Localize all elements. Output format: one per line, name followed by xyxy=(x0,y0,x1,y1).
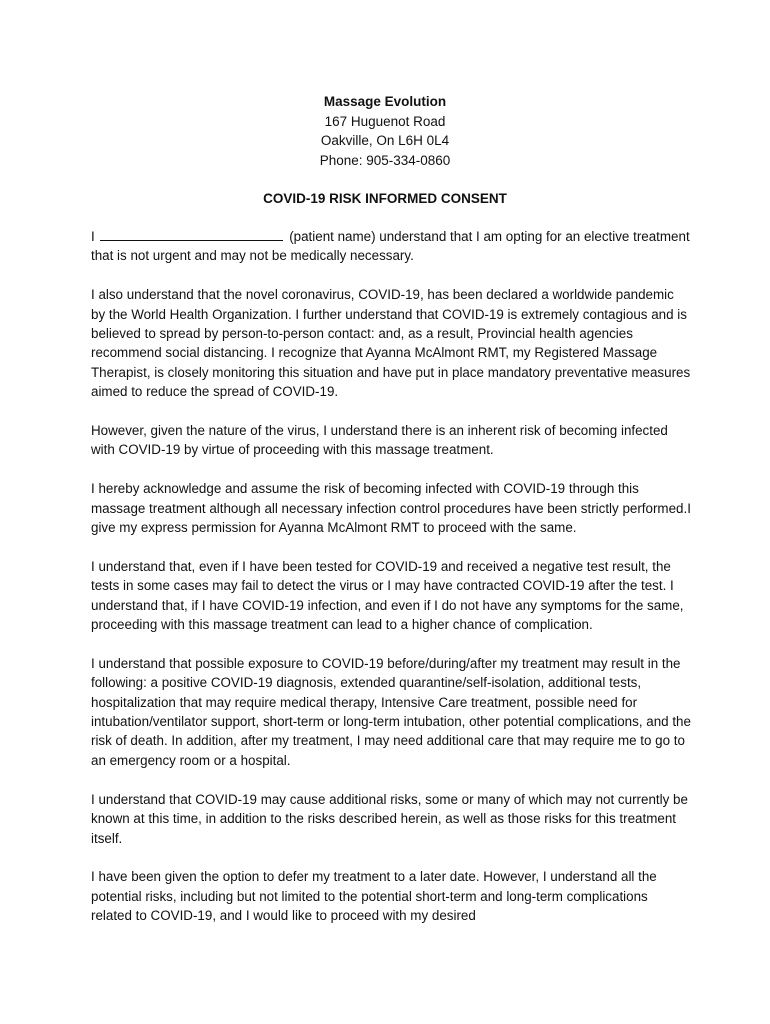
address-line-1: 167 Huguenot Road xyxy=(324,113,446,129)
company-name: Massage Evolution xyxy=(323,94,447,109)
phone-number: Phone: 905-334-0860 xyxy=(319,152,451,168)
document-title: COVID-19 RISK INFORMED CONSENT xyxy=(263,191,507,206)
paragraph-acknowledge: I hereby acknowledge and assume the risk of becoming infected with COVID-19 through this massage treatment although all necessary infection control procedures have been strictly performed.I give my express permission for Ayanna McAlmont RMT to proceed with the same. xyxy=(91,481,691,536)
address-line-2: Oakville, On L6H 0L4 xyxy=(320,133,450,148)
letterhead xyxy=(0,92,770,170)
paragraph-exposure: I understand that possible exposure to COVID-19 before/during/after my treatment may result in the following: a positive COVID-19 diagnosis, extended quarantine/self-isolation, additional tests, hospitalization that may require medical therapy, Intensive Care treatment, possible need for intubation/ventilator support, short-term or long-term intubation, other potential complications, and the risk of death. In addition, after my treatment, I may need additional care that may require me to go to an emergency room or a hospital. xyxy=(91,655,691,768)
patient-name-blank-field[interactable] xyxy=(100,229,283,241)
paragraph-suffix: (patient name) understand that I am opting for an elective treatment that is not urgent and may not be medically necessary. xyxy=(91,229,690,264)
paragraph-prefix: I xyxy=(91,229,95,244)
paragraph-defer-option: I have been given the option to defer my treatment to a later date. However, I understand all the potential risks, including but not limited to the potential short-term and long-term complications related to COVID-19, and I would like to proceed with my desired xyxy=(91,869,657,924)
paragraph-pandemic: I also understand that the novel coronavirus, COVID-19, has been declared a worldwide pandemic by the World Health Organization. I further understand that COVID-19 is extremely contagious and is believed to spread by person-to-person contact: and, as a result, Provincial health agencies recommend social distancing. I recognize that Ayanna McAlmont RMT, my Registered Massage Therapist, is closely monitoring this situation and have put in place mandatory preventative measures aimed to reduce the spread of COVID-19. xyxy=(91,287,691,400)
paragraph-testing: I understand that, even if I have been tested for COVID-19 and received a negative test result, the tests in some cases may fail to detect the virus or I may have contracted COVID-19 after the test. I understand that, if I have COVID-19 infection, and even if I do not have any symptoms for the same, proceeding with this massage treatment can lead to a higher chance of complication. xyxy=(91,558,684,633)
paragraph-patient-name xyxy=(91,227,691,266)
consent-body xyxy=(91,227,691,945)
paragraph-additional-risks: I understand that COVID-19 may cause additional risks, some or many of which may not currently be known at this time, in addition to the risks described herein, as well as those risks for this treatment itself. xyxy=(91,791,688,846)
paragraph-inherent-risk: However, given the nature of the virus, I understand there is an inherent risk of becoming infected with COVID-19 by virtue of proceeding with this massage treatment. xyxy=(91,423,668,458)
